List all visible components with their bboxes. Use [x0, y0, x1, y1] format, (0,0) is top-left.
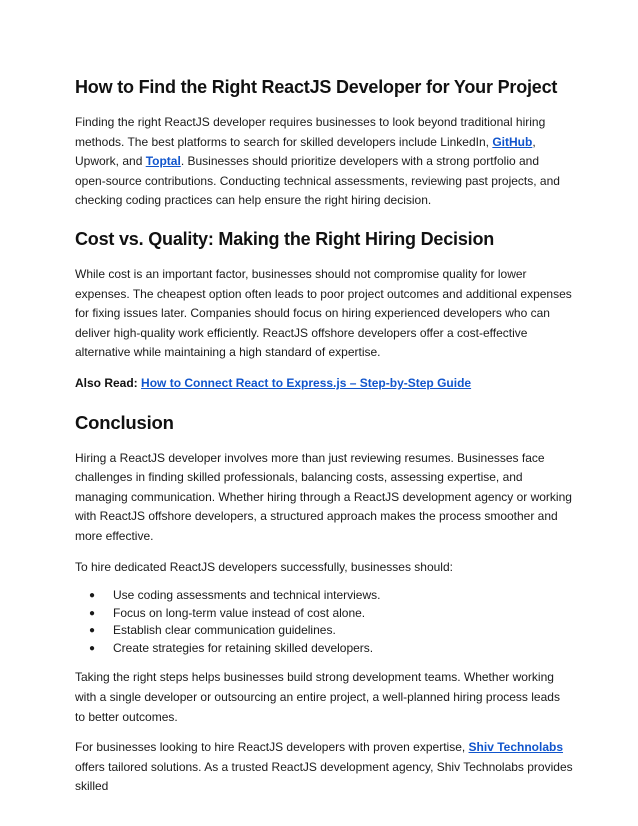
paragraph-find-developer [75, 113, 573, 211]
list-item [89, 587, 573, 605]
list-item-text: Focus on long-term value instead of cost alone. [113, 605, 366, 620]
bullet-icon: ● [89, 607, 96, 619]
paragraph-cost-quality: While cost is an important factor, businesses should not compromise quality for lower expenses. The cheapest option often leads to poor project outcomes and additional expenses for fixing issues later. Companies should focus on hiring experienced developers who can deliver high-quality work efficiently. ReactJS offshore developers offer a cost-effective alternative while maintaining a high standard of expertise. [75, 266, 572, 360]
list-item [89, 622, 573, 640]
list-item-text: Use coding assessments and technical interviews. [113, 588, 381, 603]
hiring-steps-list [75, 587, 573, 657]
github-link[interactable]: GitHub [492, 134, 533, 149]
paragraph-conclusion-intro: Hiring a ReactJS developer involves more than just reviewing resumes. Businesses face challenges in finding skilled professionals, balancing costs, assessing expertise, and managing communication. Whether hiring through a ReactJS development agency or working with ReactJS offshore developers, a structured approach makes the process smoother and more effective. [75, 450, 572, 543]
list-item [89, 640, 573, 658]
list-item-text: Create strategies for retaining skilled developers. [113, 640, 374, 655]
toptal-link[interactable]: Toptal [145, 154, 181, 169]
bullet-icon: ● [89, 625, 96, 637]
text-segment: , Upwork, and [75, 134, 536, 169]
also-read-line [75, 374, 573, 394]
paragraph-shiv-technolabs [75, 738, 573, 797]
text-segment: For businesses looking to hire ReactJS developers with proven expertise, [75, 740, 469, 755]
also-read-label: Also Read: [75, 375, 138, 390]
document-page [75, 74, 573, 797]
text-segment: Finding the right ReactJS developer requires businesses to look beyond traditional hiring methods. The best platforms to search for skilled developers include LinkedIn, [75, 115, 546, 149]
bullet-icon: ● [89, 590, 96, 602]
list-item [89, 605, 573, 623]
bullet-icon: ● [89, 642, 96, 654]
paragraph-right-steps: Taking the right steps helps businesses build strong development teams. Whether working with a single developer or outsourcing an entire project, a well-planned hiring process leads to better outcomes. [75, 670, 560, 724]
section-heading-cost-quality: Cost vs. Quality: Making the Right Hiring Decision [75, 228, 495, 249]
paragraph-hire-steps-lead: To hire dedicated ReactJS developers successfully, businesses should: [75, 559, 453, 574]
section-heading-conclusion: Conclusion [75, 411, 174, 433]
list-item-text: Establish clear communication guidelines. [113, 623, 336, 638]
text-segment: . Businesses should prioritize developers with a strong portfolio and open-source contributions. Conducting technical assessments, reviewing past projects, and checking coding practices can help ensure the right hiring decision. [75, 154, 560, 208]
shiv-technolabs-link[interactable]: Shiv Technolabs [468, 740, 564, 755]
section-heading-find-developer: How to Find the Right ReactJS Developer for Your Project [75, 77, 558, 97]
text-segment: offers tailored solutions. As a trusted ReactJS development agency, Shiv Technolabs provides skilled [75, 759, 573, 794]
also-read-link[interactable]: How to Connect React to Express.js – Step-by-Step Guide [141, 375, 472, 390]
